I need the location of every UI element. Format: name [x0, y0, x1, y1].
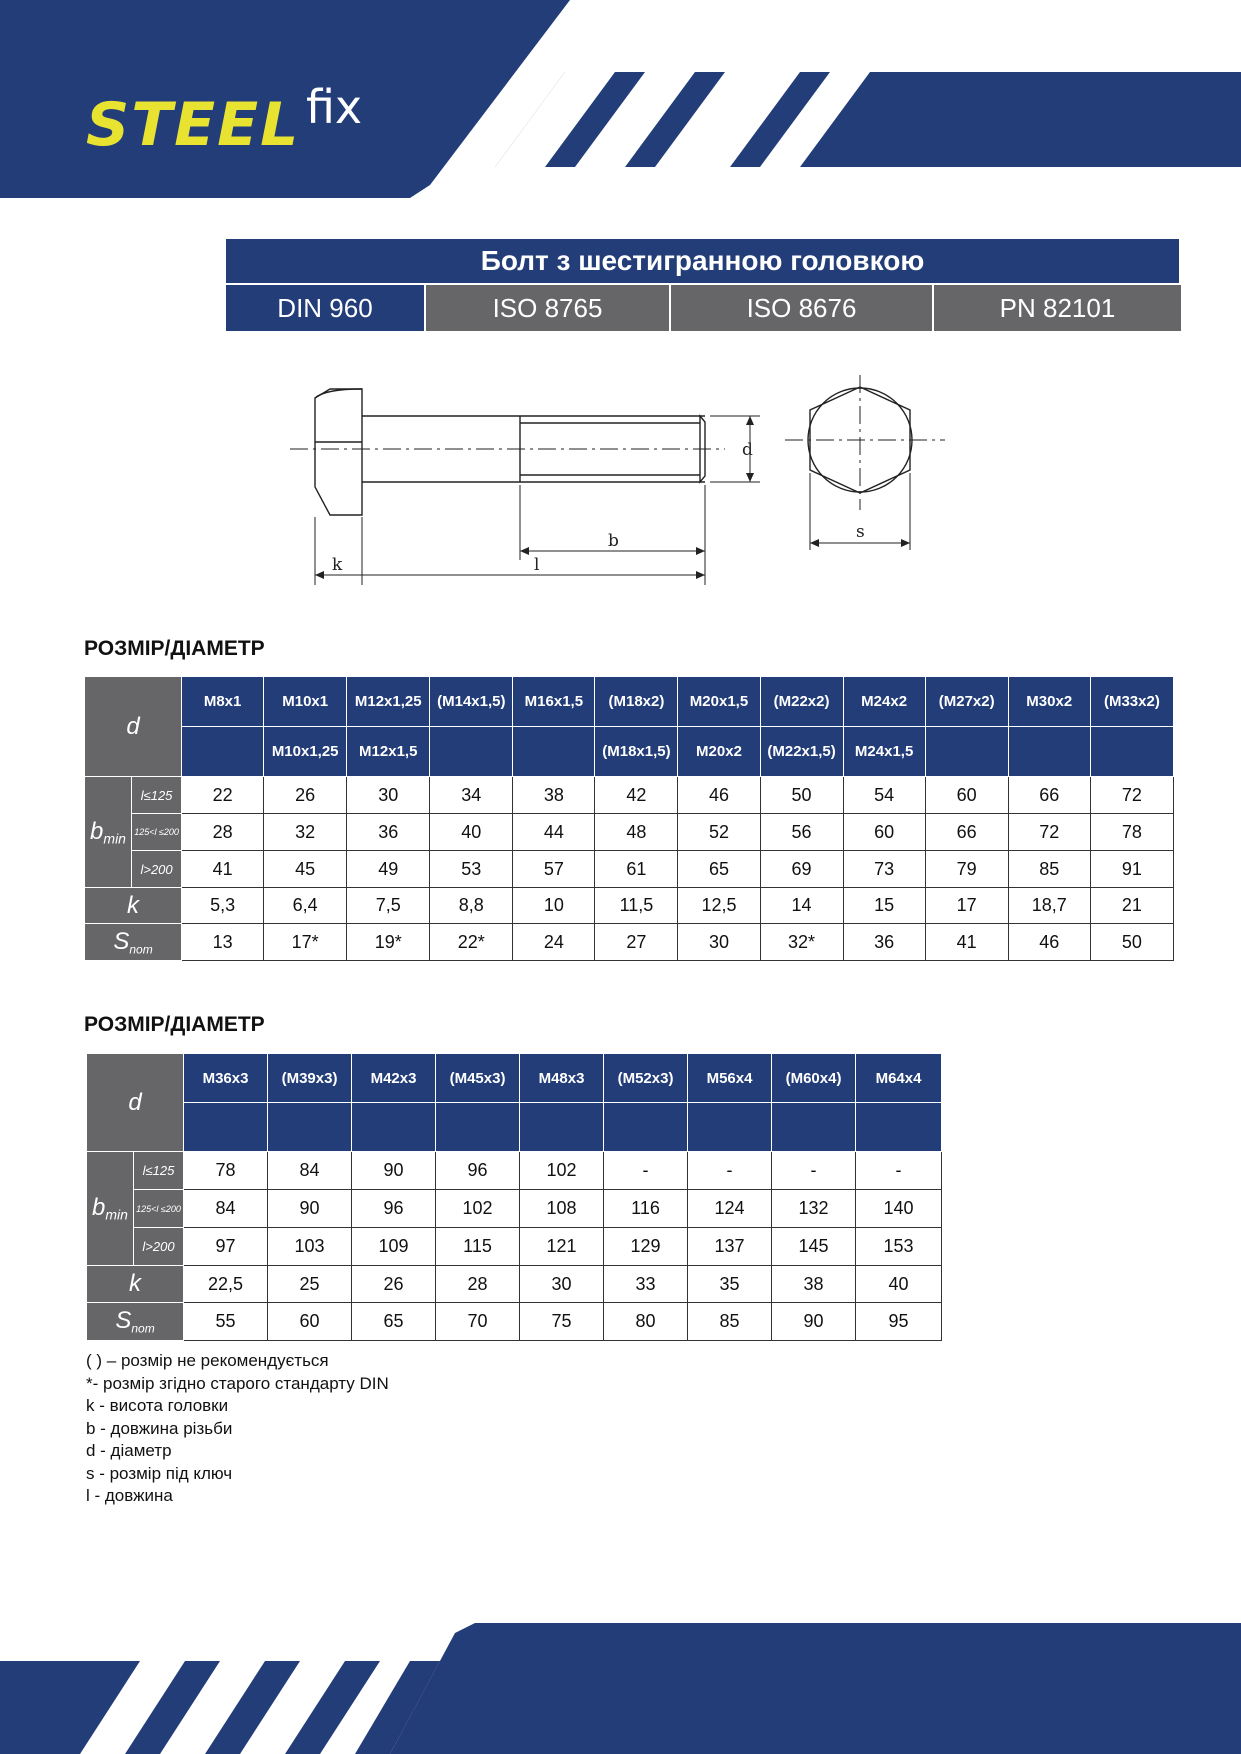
d-header-cell: (M45x3)	[436, 1054, 520, 1103]
note-line: d - діаметр	[86, 1441, 172, 1460]
b-value-cell: 57	[513, 851, 595, 888]
k-value-cell: 22,5	[184, 1266, 268, 1303]
b-value-cell: 49	[347, 851, 430, 888]
d-header-cell: M10x1	[264, 677, 347, 727]
b-value-cell: 38	[513, 777, 595, 814]
size-table-1	[84, 676, 1174, 961]
b-value-cell: 26	[264, 777, 347, 814]
dim-s-label: s	[856, 522, 865, 542]
k-value-cell: 33	[604, 1266, 688, 1303]
d-label-cell	[85, 677, 182, 777]
b-value-cell: 109	[352, 1228, 436, 1266]
d-header-cell: M24x2	[843, 677, 925, 727]
s-value-cell: 24	[513, 924, 595, 961]
legend-notes	[86, 1350, 389, 1508]
d-header-cell: (M14x1,5)	[430, 677, 513, 727]
d-header-cell: (M27x2)	[925, 677, 1008, 727]
s-value-cell: 75	[520, 1303, 604, 1341]
k-value-cell: 11,5	[595, 888, 678, 924]
b-value-cell: 84	[268, 1152, 352, 1190]
b-value-cell: 36	[347, 814, 430, 851]
d-alt-header-cell	[1008, 727, 1090, 777]
b-value-cell: 41	[182, 851, 264, 888]
s-value-cell: 65	[352, 1303, 436, 1341]
b-value-cell: 91	[1090, 851, 1173, 888]
k-value-cell: 40	[856, 1266, 942, 1303]
d-alt-header-cell	[604, 1103, 688, 1152]
b-label-sub: min	[105, 1206, 128, 1223]
b-value-cell: -	[856, 1152, 942, 1190]
section-title-2: РОЗМІР/ДІАМЕТР	[84, 1013, 265, 1036]
b-value-cell: 115	[436, 1228, 520, 1266]
d-header-cell: M16x1,5	[513, 677, 595, 727]
k-value-cell: 7,5	[347, 888, 430, 924]
s-label: S	[113, 927, 130, 955]
b-value-cell: 121	[520, 1228, 604, 1266]
d-alt-header-cell: M12x1,5	[347, 727, 430, 777]
b-value-cell: 30	[347, 777, 430, 814]
b-label-cell	[85, 777, 132, 888]
k-value-cell: 15	[843, 888, 925, 924]
b-value-cell: 116	[604, 1190, 688, 1228]
note-line: s - розмір під ключ	[86, 1463, 233, 1483]
b-row-label: l≤125	[134, 1152, 184, 1190]
b-value-cell: 54	[843, 777, 925, 814]
logo-suffix: fix	[305, 80, 363, 134]
k-value-cell: 17	[925, 888, 1008, 924]
b-value-cell: 72	[1090, 777, 1173, 814]
d-header-cell: M20x1,5	[678, 677, 760, 727]
s-value-cell: 46	[1008, 924, 1090, 961]
k-value-cell: 18,7	[1008, 888, 1090, 924]
k-value-cell: 21	[1090, 888, 1173, 924]
b-value-cell: 153	[856, 1228, 942, 1266]
d-header-cell: M8x1	[182, 677, 264, 727]
b-value-cell: 145	[772, 1228, 856, 1266]
s-value-cell: 95	[856, 1303, 942, 1341]
d-header-cell: M48x3	[520, 1054, 604, 1103]
d-header-cell: M36x3	[184, 1054, 268, 1103]
s-value-cell: 85	[688, 1303, 772, 1341]
b-value-cell: 97	[184, 1228, 268, 1266]
k-value-cell: 25	[268, 1266, 352, 1303]
d-header-cell: (M18x2)	[595, 677, 678, 727]
d-header-cell: M42x3	[352, 1054, 436, 1103]
s-value-cell: 55	[184, 1303, 268, 1341]
note-line: *- розмір згідно старого стандарту DIN	[86, 1373, 389, 1393]
note-line: k - висота головки	[86, 1396, 229, 1415]
d-alt-header-cell	[184, 1103, 268, 1152]
logo-main: STEEL	[86, 90, 301, 160]
s-value-cell: 36	[843, 924, 925, 961]
b-row-label: l>200	[134, 1228, 184, 1266]
standard-iso8676: ISO 8676	[671, 285, 934, 331]
k-value-cell: 8,8	[430, 888, 513, 924]
k-value-cell: 10	[513, 888, 595, 924]
s-value-cell: 90	[772, 1303, 856, 1341]
bolt-diagram	[280, 365, 970, 595]
b-value-cell: 42	[595, 777, 678, 814]
d-alt-header-cell	[520, 1103, 604, 1152]
b-row-label: l>200	[132, 851, 182, 888]
b-value-cell: 132	[772, 1190, 856, 1228]
b-value-cell: 103	[268, 1228, 352, 1266]
note-line: b - довжина різьби	[86, 1418, 233, 1438]
s-value-cell: 50	[1090, 924, 1173, 961]
b-value-cell: 129	[604, 1228, 688, 1266]
dim-b-label: b	[608, 531, 619, 551]
b-value-cell: 84	[184, 1190, 268, 1228]
d-alt-header-cell: M20x2	[678, 727, 760, 777]
dim-l-label: l	[534, 555, 540, 575]
d-alt-header-cell	[268, 1103, 352, 1152]
s-label-cell	[85, 924, 182, 961]
b-value-cell: 50	[760, 777, 843, 814]
b-value-cell: 66	[925, 814, 1008, 851]
b-value-cell: 22	[182, 777, 264, 814]
b-value-cell: 73	[843, 851, 925, 888]
b-value-cell: 90	[268, 1190, 352, 1228]
b-value-cell: 34	[430, 777, 513, 814]
b-value-cell: 140	[856, 1190, 942, 1228]
b-value-cell: 32	[264, 814, 347, 851]
k-value-cell: 35	[688, 1266, 772, 1303]
d-alt-header-cell	[688, 1103, 772, 1152]
s-value-cell: 27	[595, 924, 678, 961]
b-value-cell: 72	[1008, 814, 1090, 851]
d-header-cell: M12x1,25	[347, 677, 430, 727]
page-title: Болт з шестигранною головкою	[226, 239, 1179, 283]
d-alt-header-cell	[925, 727, 1008, 777]
d-alt-header-cell	[352, 1103, 436, 1152]
s-label-sub: nom	[129, 942, 153, 957]
k-label: k	[129, 1270, 141, 1297]
d-alt-header-cell	[772, 1103, 856, 1152]
b-value-cell: 60	[925, 777, 1008, 814]
s-value-cell: 60	[268, 1303, 352, 1341]
b-label-cell	[87, 1152, 134, 1266]
standard-din960: DIN 960	[226, 285, 426, 331]
b-value-cell: 45	[264, 851, 347, 888]
b-value-cell: 60	[843, 814, 925, 851]
d-label-cell	[87, 1054, 184, 1152]
d-alt-header-cell	[1090, 727, 1173, 777]
s-label: S	[115, 1307, 132, 1335]
b-value-cell: 52	[678, 814, 760, 851]
b-label: b	[90, 817, 104, 845]
d-header-cell: M30x2	[1008, 677, 1090, 727]
b-row-label: 125<l ≤200	[132, 814, 182, 851]
d-alt-header-cell	[182, 727, 264, 777]
d-alt-header-cell	[513, 727, 595, 777]
d-header-cell: (M52x3)	[604, 1054, 688, 1103]
b-value-cell: 124	[688, 1190, 772, 1228]
s-label-cell	[87, 1303, 184, 1341]
k-value-cell: 30	[520, 1266, 604, 1303]
note-line: l - довжина	[86, 1486, 173, 1505]
b-value-cell: 96	[436, 1152, 520, 1190]
b-value-cell: 66	[1008, 777, 1090, 814]
k-value-cell: 14	[760, 888, 843, 924]
b-value-cell: 108	[520, 1190, 604, 1228]
d-header-cell: (M39x3)	[268, 1054, 352, 1103]
k-value-cell: 6,4	[264, 888, 347, 924]
k-label-cell	[87, 1266, 184, 1303]
b-value-cell: 56	[760, 814, 843, 851]
b-value-cell: 46	[678, 777, 760, 814]
d-header-cell: M56x4	[688, 1054, 772, 1103]
d-label: d	[128, 1088, 142, 1116]
b-label-sub: min	[103, 830, 126, 847]
b-value-cell: 61	[595, 851, 678, 888]
s-value-cell: 70	[436, 1303, 520, 1341]
d-alt-header-cell: (M22x1,5)	[760, 727, 843, 777]
size-table-2	[86, 1053, 942, 1341]
b-value-cell: 53	[430, 851, 513, 888]
b-value-cell: 102	[520, 1152, 604, 1190]
b-row-label: 125<l ≤200	[134, 1190, 184, 1228]
logo	[86, 80, 363, 160]
b-value-cell: -	[772, 1152, 856, 1190]
b-value-cell: 40	[430, 814, 513, 851]
d-alt-header-cell: M10x1,25	[264, 727, 347, 777]
d-alt-header-cell	[436, 1103, 520, 1152]
s-value-cell: 17*	[264, 924, 347, 961]
s-value-cell: 32*	[760, 924, 843, 961]
b-value-cell: 65	[678, 851, 760, 888]
k-value-cell: 5,3	[182, 888, 264, 924]
s-value-cell: 80	[604, 1303, 688, 1341]
standards-row	[226, 285, 1181, 331]
b-value-cell: 137	[688, 1228, 772, 1266]
d-alt-header-cell	[856, 1103, 942, 1152]
d-header-cell: (M33x2)	[1090, 677, 1173, 727]
b-value-cell: 79	[925, 851, 1008, 888]
k-value-cell: 12,5	[678, 888, 760, 924]
dim-k-label: k	[332, 555, 343, 575]
d-header-cell: M64x4	[856, 1054, 942, 1103]
dim-d-label: d	[742, 440, 753, 460]
b-value-cell: -	[604, 1152, 688, 1190]
s-label-sub: nom	[131, 1321, 155, 1336]
d-label: d	[126, 712, 140, 740]
s-value-cell: 22*	[430, 924, 513, 961]
k-label: k	[127, 891, 140, 919]
s-value-cell: 41	[925, 924, 1008, 961]
b-value-cell: 85	[1008, 851, 1090, 888]
b-row-label: l≤125	[132, 777, 182, 814]
d-alt-header-cell: (M18x1,5)	[595, 727, 678, 777]
s-value-cell: 13	[182, 924, 264, 961]
s-value-cell: 30	[678, 924, 760, 961]
b-value-cell: 78	[184, 1152, 268, 1190]
b-value-cell: 28	[182, 814, 264, 851]
standard-iso8765: ISO 8765	[426, 285, 671, 331]
b-value-cell: -	[688, 1152, 772, 1190]
b-value-cell: 78	[1090, 814, 1173, 851]
d-alt-header-cell: M24x1,5	[843, 727, 925, 777]
b-value-cell: 90	[352, 1152, 436, 1190]
b-value-cell: 96	[352, 1190, 436, 1228]
standard-pn82101: PN 82101	[934, 285, 1181, 331]
footer-band	[0, 1623, 1241, 1754]
s-value-cell: 19*	[347, 924, 430, 961]
d-header-cell: (M22x2)	[760, 677, 843, 727]
note-line: ( ) – розмір не рекомендується	[86, 1351, 329, 1370]
bolt-head-side	[315, 389, 362, 515]
k-value-cell: 26	[352, 1266, 436, 1303]
d-alt-header-cell	[430, 727, 513, 777]
b-value-cell: 44	[513, 814, 595, 851]
d-header-cell: (M60x4)	[772, 1054, 856, 1103]
b-value-cell: 102	[436, 1190, 520, 1228]
b-value-cell: 48	[595, 814, 678, 851]
b-value-cell: 69	[760, 851, 843, 888]
k-label-cell	[85, 888, 182, 924]
k-value-cell: 38	[772, 1266, 856, 1303]
k-value-cell: 28	[436, 1266, 520, 1303]
b-label: b	[92, 1194, 106, 1222]
section-title-1: РОЗМІР/ДІАМЕТР	[84, 637, 265, 660]
